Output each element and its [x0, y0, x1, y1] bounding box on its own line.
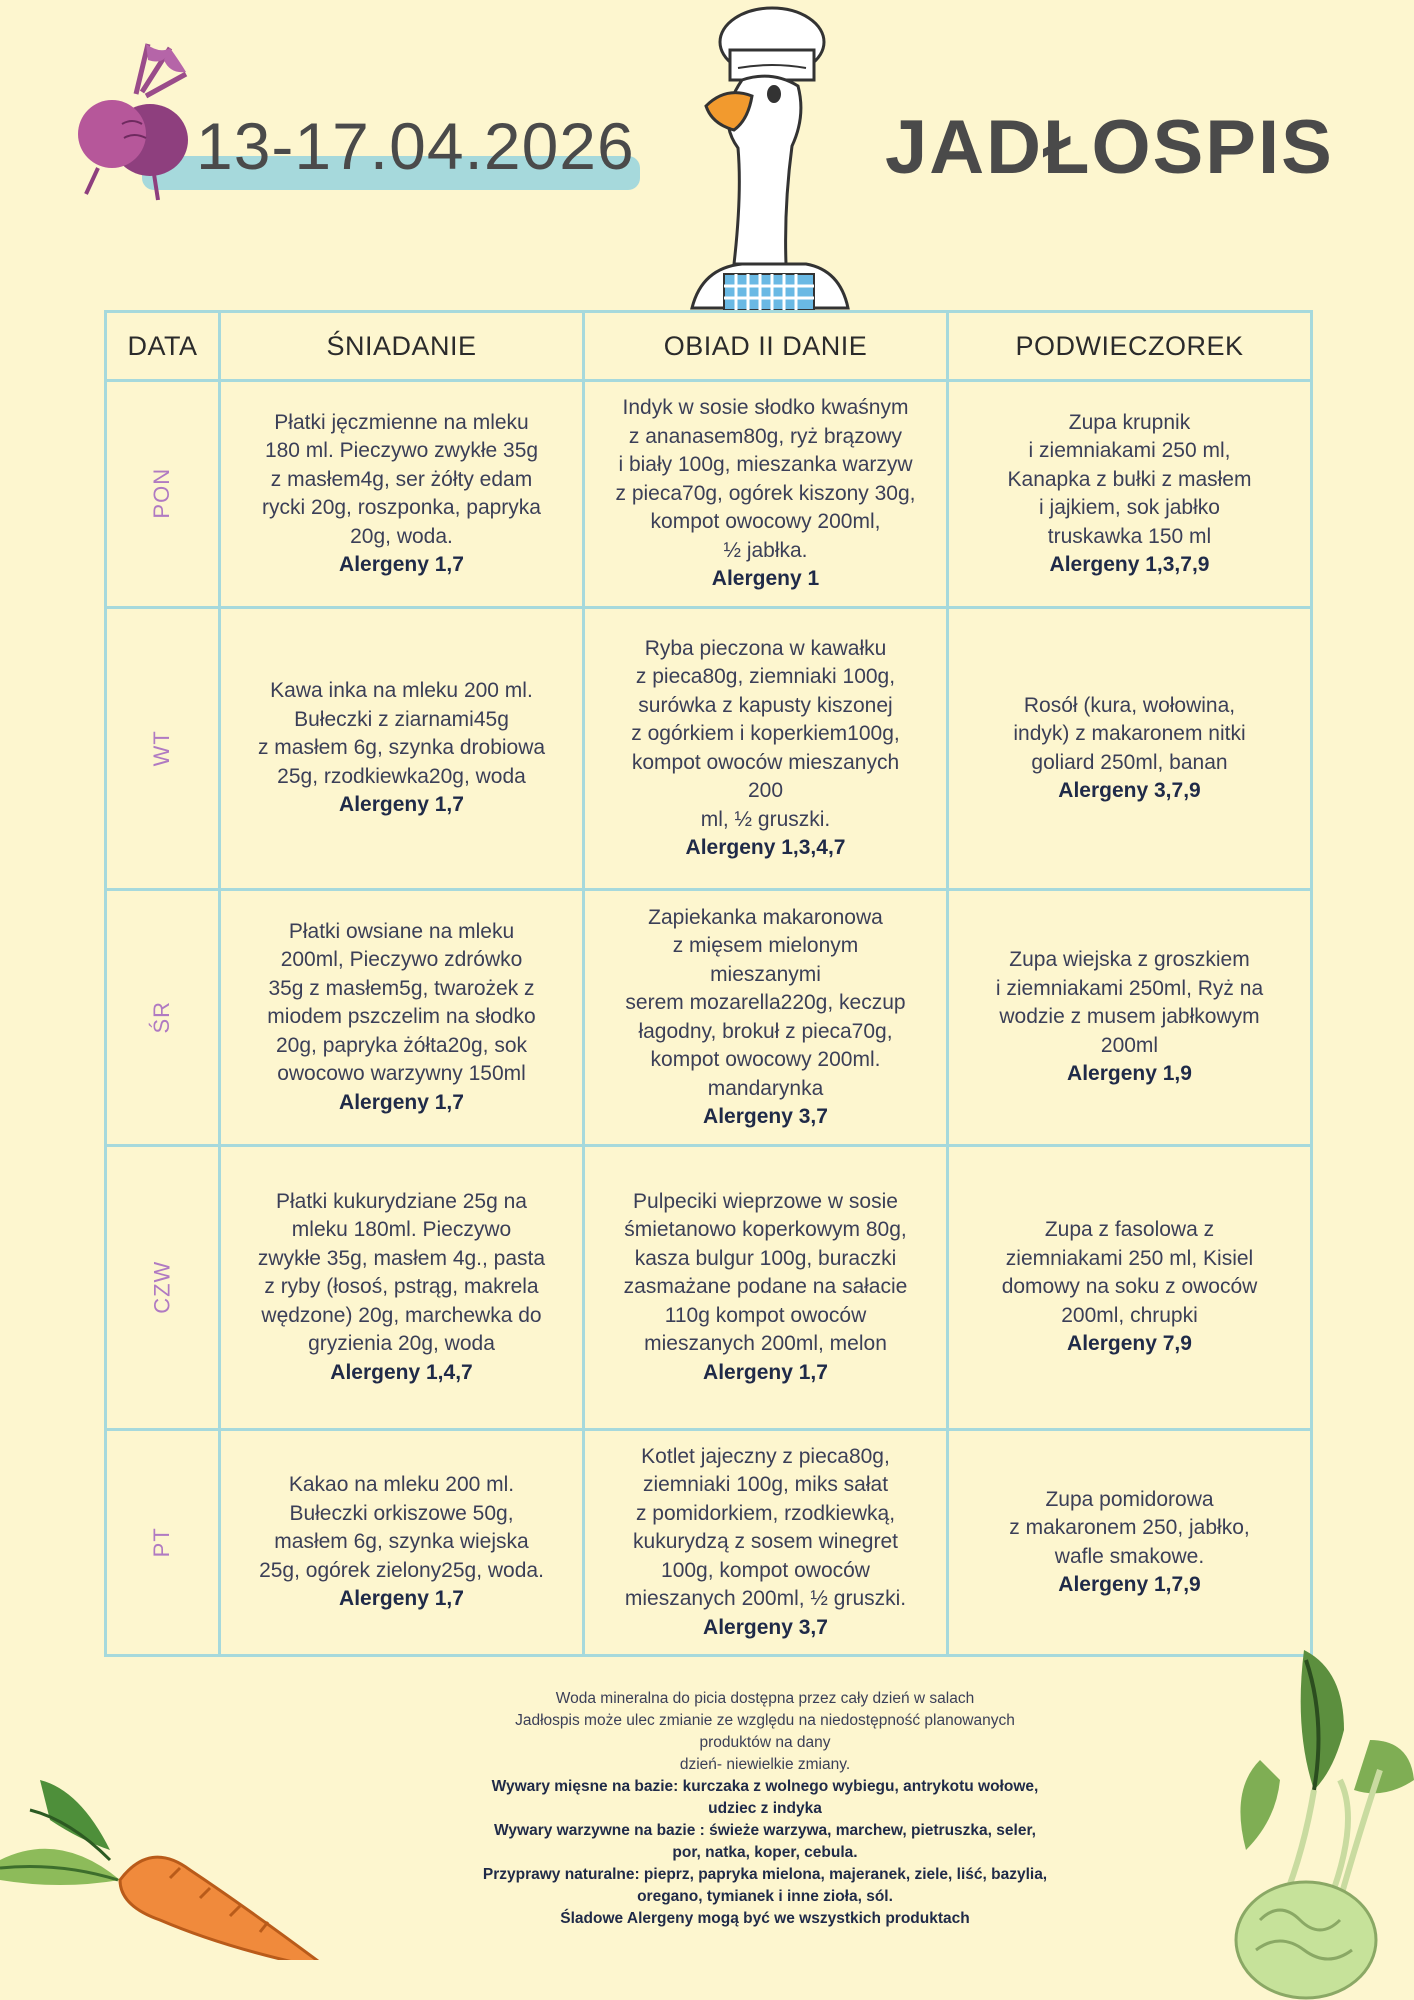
goose-chef-icon [672, 2, 872, 310]
footer-line: udziec z indyka [708, 1800, 822, 1817]
meal-text-line: surówka z kapusty kiszonej [638, 693, 893, 717]
meal-text-line: z mięsem mielonym [672, 934, 859, 957]
table-row [106, 1146, 1312, 1430]
day-label: PT [149, 1526, 175, 1558]
carrot-icon [0, 1760, 340, 1960]
lunch-cell [584, 890, 948, 1146]
allergens-label: Alergeny 3,7 [703, 1615, 828, 1639]
header-lunch: OBIAD II DANIE [584, 312, 948, 381]
day-cell [106, 890, 220, 1146]
meal-text-line: miodem pszczelim na słodko [267, 1005, 536, 1029]
meal-text-line: gryzienia 20g, woda [308, 1332, 495, 1356]
meal-text-line: masłem 6g, szynka wiejska [274, 1530, 529, 1554]
table-header-row [106, 312, 1312, 381]
table-row [106, 608, 1312, 890]
breakfast-cell [220, 1146, 584, 1430]
allergens-label: Alergeny 1,4,7 [330, 1360, 473, 1384]
meal-text-line: z pieca80g, ziemniaki 100g, [635, 665, 896, 688]
meal-text-line: ½ jabłka. [723, 538, 808, 562]
meal-text-line: z ogórkiem i koperkiem100g, [631, 722, 900, 745]
footer-line: por, natka, koper, cebula. [672, 1844, 858, 1861]
meal-text-line: indyk) z makaronem nitki [1013, 722, 1246, 745]
day-label: WT [149, 729, 175, 767]
meal-text-line: ziemniakami 250 ml, Kisiel [1005, 1246, 1254, 1270]
meal-text-line: kukurydzą z sosem winegret [633, 1530, 898, 1554]
meal-text-line: mieszanych 200ml, melon [644, 1332, 887, 1356]
meal-text-line: zwykłe 35g, masłem 4g., pasta [257, 1246, 546, 1270]
meal-text-line: Zupa pomidorowa [1045, 1487, 1214, 1511]
meal-text-line: kompot owoców mieszanych [631, 750, 900, 774]
meal-text-line: mandarynka [707, 1076, 824, 1100]
page-title: JADŁOSPIS [885, 105, 1334, 190]
kohlrabi-icon [1220, 1620, 1414, 2000]
lunch-cell [584, 1430, 948, 1656]
footer-line: dzień- niewielkie zmiany. [679, 1756, 851, 1773]
meal-text-line: Indyk w sosie słodko kwaśnym [622, 396, 909, 420]
meal-text-line: ml, ½ gruszki. [700, 807, 831, 831]
meal-text-line: wędzone) 20g, marchewka do [261, 1303, 542, 1327]
allergens-label: Alergeny 1 [711, 567, 820, 591]
meal-text-line: Bułeczki z ziarnami45g [294, 707, 509, 731]
meal-text-line: 100g, kompot owoców [661, 1558, 870, 1582]
meal-text-line: 110g kompot owoców [664, 1303, 867, 1327]
meal-text-line: z ryby (łosoś, pstrąg, makrela [264, 1275, 539, 1299]
allergens-label: Alergeny 1,7 [703, 1360, 828, 1384]
snack-cell [948, 890, 1312, 1146]
footer-notes [400, 1688, 1130, 1930]
meal-text-line: łagodny, brokuł z pieca70g, [638, 1019, 893, 1043]
breakfast-cell [220, 381, 584, 608]
meal-text-line: i ziemniakami 250 ml, [1028, 439, 1231, 462]
breakfast-cell [220, 1430, 584, 1656]
table-row [106, 890, 1312, 1146]
footer-line: Śladowe Alergeny mogą być we wszystkich produktach [560, 1910, 970, 1927]
day-label: ŚR [149, 1000, 175, 1034]
meal-text-line: z pomidorkiem, rzodkiewką, [635, 1501, 896, 1525]
meal-text-line: z masłem 6g, szynka drobiowa [257, 736, 546, 760]
meal-text-line: Kawa inka na mleku 200 ml. [270, 679, 533, 703]
footer-line: Wywary warzywne na bazie : świeże warzywa, marchew, pietruszka, seler, [494, 1822, 1036, 1839]
meal-text-line: i jajkiem, sok jabłko [1039, 496, 1220, 519]
meal-text-line: mleku 180ml. Pieczywo [291, 1218, 512, 1242]
date-range: 13-17.04.2026 [196, 109, 635, 183]
day-cell [106, 1430, 220, 1656]
meal-text-line: 200ml, chrupki [1061, 1303, 1198, 1327]
meal-text-line: i biały 100g, mieszanka warzyw [618, 453, 913, 477]
allergens-label: Alergeny 3,7,9 [1058, 779, 1201, 802]
meal-text-line: Płatki owsiane na mleku [288, 919, 515, 943]
meal-text-line: 20g, papryka żółta20g, sok [276, 1033, 527, 1057]
day-label: PON [149, 468, 175, 519]
meal-text-line: goliard 250ml, banan [1031, 750, 1228, 774]
footer-line: produktów na dany [699, 1734, 831, 1751]
meal-text-line: z makaronem 250, jabłko, [1009, 1516, 1250, 1539]
allergens-label: Alergeny 1,3,4,7 [685, 836, 846, 859]
meal-text-line: rycki 20g, roszponka, papryka [262, 496, 541, 519]
day-cell [106, 381, 220, 608]
allergens-label: Alergeny 1,3,7,9 [1049, 553, 1210, 576]
footer-line: Wywary mięsne na bazie: kurczaka z wolnego wybiegu, antrykotu wołowe, [491, 1778, 1039, 1795]
table-row [106, 381, 1312, 608]
meal-text-line: Ryba pieczona w kawałku [644, 636, 887, 660]
meal-text-line: Płatki jęczmienne na mleku [274, 410, 529, 434]
meal-text-line: 20g, woda. [350, 524, 453, 548]
meal-text-line: śmietanowo koperkowym 80g, [624, 1218, 907, 1242]
menu-table [104, 310, 1313, 1657]
meal-text-line: i ziemniakami 250ml, Ryż na [995, 976, 1264, 1000]
footer-line: Jadłospis może ulec zmianie ze względu na niedostępność planowanych [515, 1712, 1015, 1729]
lunch-cell [584, 1146, 948, 1430]
meal-text-line: domowy na soku z owoców [1001, 1275, 1258, 1299]
meal-text-line: kasza bulgur 100g, buraczki [634, 1246, 897, 1270]
meal-text-line: Pulpeciki wieprzowe w sosie [633, 1189, 898, 1213]
meal-text-line: Zapiekanka makaronowa [648, 905, 883, 929]
meal-text-line: mieszanymi [710, 962, 821, 986]
header-breakfast: ŚNIADANIE [220, 312, 584, 381]
allergens-label: Alergeny 1,7 [339, 1090, 464, 1114]
allergens-label: Alergeny 1,7 [339, 1587, 464, 1611]
footer-line: Woda mineralna do picia dostępna przez cały dzień w salach [555, 1690, 975, 1707]
header-snack: PODWIECZOREK [948, 312, 1312, 381]
meal-text-line: zasmażane podane na sałacie [623, 1275, 908, 1299]
meal-text-line: 200ml, Pieczywo zdrówko [280, 948, 523, 972]
allergens-label: Alergeny 1,9 [1067, 1062, 1192, 1086]
beetroot-icon [58, 34, 198, 204]
allergens-label: Alergeny 1,7 [339, 553, 464, 576]
meal-text-line: z masłem4g, ser żółty edam [270, 467, 533, 491]
allergens-label: Alergeny 3,7 [703, 1105, 828, 1128]
meal-text-line: z pieca70g, ogórek kiszony 30g, [615, 481, 916, 505]
snack-cell [948, 381, 1312, 608]
meal-text-line: truskawka 150 ml [1047, 524, 1212, 548]
day-cell [106, 1146, 220, 1430]
lunch-cell [584, 608, 948, 890]
snack-cell [948, 608, 1312, 890]
meal-text-line: kompot owocowy 200ml, [650, 510, 881, 534]
meal-text-line: Bułeczki orkiszowe 50g, [289, 1501, 514, 1525]
footer-line: Przyprawy naturalne: pieprz, papryka mielona, majeranek, ziele, liść, bazylia, [482, 1866, 1048, 1883]
meal-text-line: owocowo warzywny 150ml [277, 1062, 526, 1086]
meal-text-line: 180 ml. Pieczywo zwykłe 35g [264, 439, 539, 462]
meal-text-line: 200 [747, 779, 784, 802]
meal-text-line: Płatki kukurydziane 25g na [276, 1189, 527, 1213]
allergens-label: Alergeny 1,7 [339, 793, 464, 817]
meal-text-line: wafle smakowe. [1054, 1544, 1205, 1568]
header-date: DATA [106, 312, 220, 381]
allergens-label: Alergeny 1,7,9 [1058, 1573, 1201, 1596]
meal-text-line: 200ml [1100, 1033, 1159, 1057]
footer-line: oregano, tymianek i inne zioła, sól. [637, 1888, 893, 1905]
meal-text-line: Zupa wiejska z groszkiem [1009, 948, 1250, 972]
meal-text-line: mieszanych 200ml, ½ gruszki. [624, 1587, 907, 1611]
snack-cell [948, 1146, 1312, 1430]
day-cell [106, 608, 220, 890]
breakfast-cell [220, 608, 584, 890]
meal-text-line: Kakao na mleku 200 ml. [288, 1473, 515, 1497]
meal-text-line: Kotlet jajeczny z pieca80g, [641, 1444, 890, 1468]
meal-text-line: serem mozarella220g, keczup [625, 991, 906, 1014]
meal-text-line: 25g, ogórek zielony25g, woda. [259, 1558, 544, 1582]
breakfast-cell [220, 890, 584, 1146]
meal-text-line: Zupa krupnik [1068, 410, 1191, 434]
meal-text-line: wodzie z musem jabłkowym [999, 1005, 1260, 1029]
meal-text-line: ziemniaki 100g, miks sałat [642, 1473, 889, 1497]
meal-text-line: Kanapka z bułki z masłem [1007, 467, 1252, 491]
meal-text-line: 35g z masłem5g, twarożek z [268, 976, 535, 1000]
lunch-cell [584, 381, 948, 608]
allergens-label: Alergeny 7,9 [1067, 1332, 1192, 1356]
meal-text-line: 25g, rzodkiewka20g, woda [277, 764, 526, 788]
meal-text-line: kompot owocowy 200ml. [650, 1048, 881, 1071]
meal-text-line: Zupa z fasolowa z [1044, 1218, 1215, 1242]
day-label: CZW [149, 1260, 175, 1314]
table-row [106, 1430, 1312, 1656]
meal-text-line: Rosół (kura, wołowina, [1023, 693, 1236, 717]
meal-text-line: z ananasem80g, ryż brązowy [628, 424, 903, 448]
